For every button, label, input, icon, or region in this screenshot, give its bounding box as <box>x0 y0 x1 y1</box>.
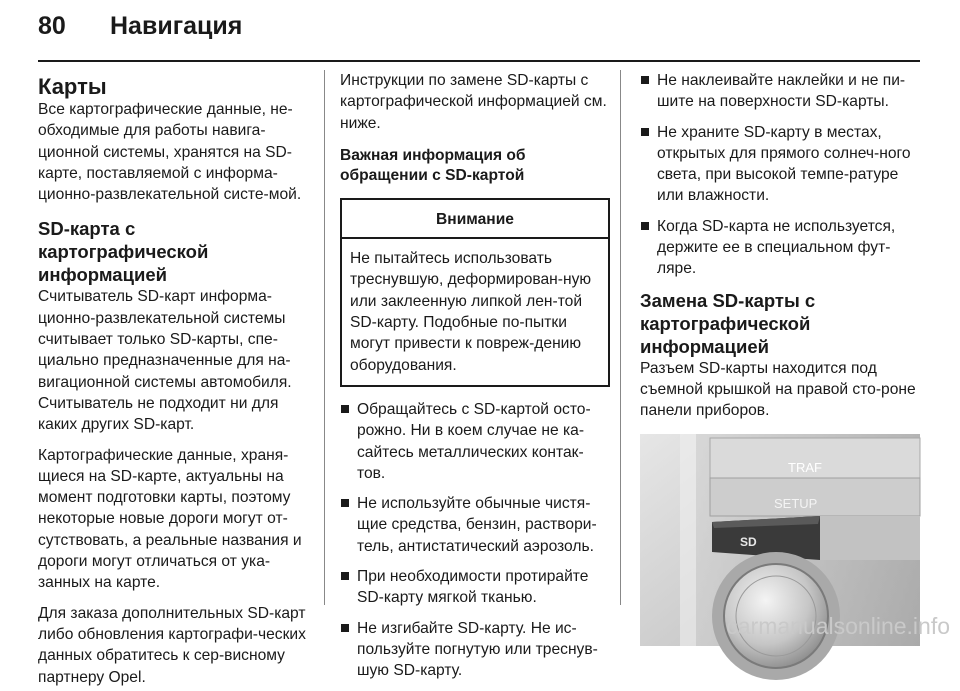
paragraph-reader: Считыватель SD-карт информа-ционно-развлекательной системы считывает только SD-карты, спе-циально предназначенные для на-вигационной системы автомобиля. Считыватель не подходит ни для каких других SD-карт. <box>38 288 292 434</box>
bullet-square-icon <box>341 572 349 580</box>
warning-text: Не пытайтесь использовать треснувшую, деформирован-ную или заклеенную липкой лен-той SD-карту. Подобные по-пытки могут привести к повреж-дению оборудования. <box>350 250 592 374</box>
column-divider-1 <box>324 70 325 605</box>
header-divider <box>38 60 920 62</box>
column-divider-2 <box>620 70 621 605</box>
bullet-square-icon <box>641 76 649 84</box>
sd-slot-label: SD <box>740 534 757 549</box>
bullet-square-icon <box>341 624 349 632</box>
bullet-square-icon <box>341 405 349 413</box>
heading-sd-card: SD-карта с картографической информацией <box>38 218 209 286</box>
list-item: Не наклеивайте наклейки и не пи-шите на поверхности SD-карты. <box>640 70 920 113</box>
column-3 <box>640 70 920 646</box>
handling-list <box>340 399 610 682</box>
column-1 <box>38 70 310 688</box>
list-item: Не используйте обычные чистя-щие средства, бензин, раствори-тель, антистатический аэрозоль. <box>340 493 610 557</box>
page-header <box>38 12 242 48</box>
bullet-square-icon <box>641 128 649 136</box>
heading-replace: Замена SD-карты с картографической информацией <box>640 289 816 357</box>
bullet-square-icon <box>341 499 349 507</box>
heading-handling: Важная информация об обращении с SD-картой <box>340 146 526 184</box>
list-item: Не изгибайте SD-карту. Не ис-пользуйте погнутую или треснув-шую SD-карту. <box>340 618 610 682</box>
heading-maps: Карты <box>38 74 107 99</box>
list-item: Обращайтесь с SD-картой осто-рожно. Ни в коем случае не ка-сайтесь металлических контак-тов. <box>340 399 610 484</box>
paragraph-maps: Все картографические данные, не-обходимые для работы навига-ционной системы, хранятся на SD-карте, поставляемой с информа-ционно-развлекательной систе-мой. <box>38 101 302 204</box>
bullet-square-icon <box>641 222 649 230</box>
watermark: carmanualsonline.info <box>726 613 950 639</box>
list-item: При необходимости протирайте SD-карту мягкой тканью. <box>340 566 610 609</box>
paragraph-instructions: Инструкции по замене SD-карты с картографической информацией см. ниже. <box>340 72 607 132</box>
paragraph-slot: Разъем SD-карты находится под съемной крышкой на правой сто-роне панели приборов. <box>640 359 916 420</box>
warning-title: Внимание <box>342 200 608 239</box>
page-number: 80 <box>38 12 66 40</box>
setup-button-label: SETUP <box>774 495 818 511</box>
section-title: Навигация <box>110 12 243 40</box>
paragraph-order: Для заказа дополнительных SD-карт либо обновления картографи-ческих данных обратитесь к сер-висному партнеру Opel. <box>38 604 306 686</box>
paragraph-relevance: Картографические данные, храня-щиеся на SD-карте, актуальны на момент подготовки карты, поэтому некоторые новые дороги могут от-сутствовать, а реальные названия и дороги могут отличаться от ука-занных на карте. <box>38 446 302 592</box>
list-item: Не храните SD-карту в местах, открытых для прямого солнеч-ного света, при высокой темпе-ратуре или влажности. <box>640 122 920 207</box>
list-item: Когда SD-карта не используется, держите ее в специальном фут-ляре. <box>640 216 920 280</box>
warning-box <box>340 198 610 387</box>
care-list <box>640 70 920 280</box>
traf-button-label: TRAF <box>788 459 822 475</box>
column-2 <box>340 70 610 691</box>
